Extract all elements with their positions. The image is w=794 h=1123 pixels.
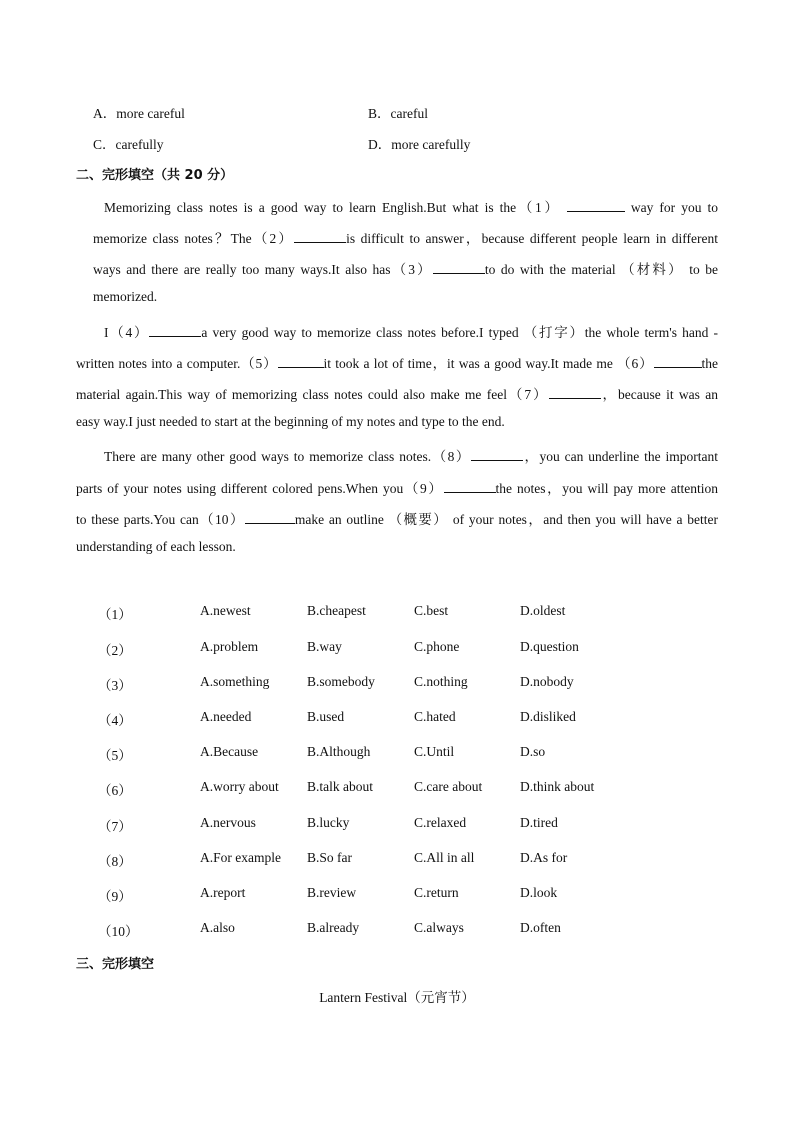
blank-3[interactable] xyxy=(433,261,485,274)
option-row xyxy=(0,920,794,940)
option-letter: A． xyxy=(93,106,117,121)
paragraph-line xyxy=(104,321,718,341)
paragraph-line xyxy=(76,508,718,528)
text-fragment: make an outline （概要） of your notes，and then you will have a better xyxy=(294,512,718,527)
option-text: more careful xyxy=(116,106,185,121)
question-number: （10） xyxy=(98,924,139,939)
option-text: carefully xyxy=(115,137,164,152)
paragraph-line xyxy=(76,383,718,403)
paragraph-line xyxy=(76,539,236,555)
option-c xyxy=(93,133,163,153)
choice-d[interactable]: D.so xyxy=(520,744,546,759)
choice-b[interactable]: B.already xyxy=(307,920,360,935)
option-letter: C． xyxy=(93,137,116,152)
choice-b[interactable]: B.way xyxy=(307,639,342,654)
blank-8[interactable] xyxy=(471,448,523,461)
text-fragment: to these parts.You can（10） xyxy=(76,512,245,527)
text-fragment: ways and there are really too many ways.It also has（3） xyxy=(93,262,433,277)
blank-9[interactable] xyxy=(444,480,496,493)
choice-b[interactable]: B.lucky xyxy=(307,815,350,830)
choice-a[interactable]: A.nervous xyxy=(200,815,256,830)
text-fragment: understanding of each lesson. xyxy=(76,539,236,554)
paragraph-line xyxy=(76,414,505,430)
text-fragment: way for you to xyxy=(630,200,719,215)
choice-b[interactable]: B.review xyxy=(307,885,357,900)
choice-b[interactable]: B.cheapest xyxy=(307,603,366,618)
choice-c[interactable]: C.All in all xyxy=(414,850,475,865)
choice-c[interactable]: C.Until xyxy=(414,744,455,759)
option-row xyxy=(0,779,794,799)
choice-a[interactable]: A.Because xyxy=(200,744,259,759)
blank-2[interactable] xyxy=(294,230,346,243)
option-letter: D． xyxy=(368,137,392,152)
option-row xyxy=(0,639,794,659)
choice-b[interactable]: B.used xyxy=(307,709,345,724)
text-fragment: ，you can underline the important xyxy=(522,449,718,464)
paragraph-line xyxy=(104,196,718,216)
choice-a[interactable]: A.worry about xyxy=(200,779,279,794)
text-fragment: a very good way to memorize class notes before.I typed （打字）the whole term's hand - xyxy=(201,325,718,340)
question-number: （1） xyxy=(98,607,132,622)
option-letter: B． xyxy=(368,106,391,121)
option-a xyxy=(93,102,185,122)
choice-c[interactable]: C.nothing xyxy=(414,674,468,689)
blank-10[interactable] xyxy=(245,511,295,524)
text-fragment: ，because it was an xyxy=(600,387,718,402)
choice-d[interactable]: D.tired xyxy=(520,815,558,830)
choice-b[interactable]: B.somebody xyxy=(307,674,375,689)
text-fragment: is difficult to answer，because different people learn in different xyxy=(346,231,719,246)
blank-6[interactable] xyxy=(654,355,702,368)
choice-d[interactable]: D.think about xyxy=(520,779,595,794)
choice-d[interactable]: D.question xyxy=(520,639,579,654)
option-row xyxy=(0,850,794,870)
option-row xyxy=(0,603,794,623)
choice-b[interactable]: B.Although xyxy=(307,744,371,759)
question-number: （9） xyxy=(98,889,132,904)
choice-c[interactable]: C.hated xyxy=(414,709,456,724)
text-fragment: it took a lot of time，it was a good way.It made me （6） xyxy=(323,356,654,371)
paragraph-line xyxy=(76,477,718,497)
choice-a[interactable]: A.something xyxy=(200,674,270,689)
choice-a[interactable]: A.report xyxy=(200,885,246,900)
text-fragment: material again.This way of memorizing class notes could also make me feel（7） xyxy=(76,387,549,402)
choice-a[interactable]: A.needed xyxy=(200,709,252,724)
section-heading: 三、完形填空 xyxy=(76,957,155,972)
text-fragment: There are many other good ways to memorize class notes.（8） xyxy=(104,449,471,464)
choice-c[interactable]: C.best xyxy=(414,603,449,618)
choice-d[interactable]: D.disliked xyxy=(520,709,576,724)
choice-d[interactable]: D.As for xyxy=(520,850,568,865)
choice-a[interactable]: A.For example xyxy=(200,850,281,865)
blank-4[interactable] xyxy=(149,324,201,337)
text-fragment: written notes into a computer.（5） xyxy=(76,356,278,371)
choice-b[interactable]: B.So far xyxy=(307,850,352,865)
question-number: （3） xyxy=(98,678,132,693)
question-number: （8） xyxy=(98,854,132,869)
choice-a[interactable]: A.problem xyxy=(200,639,259,654)
choice-c[interactable]: C.always xyxy=(414,920,464,935)
choice-c[interactable]: C.relaxed xyxy=(414,815,467,830)
choice-b[interactable]: B.talk about xyxy=(307,779,373,794)
choice-d[interactable]: D.often xyxy=(520,920,561,935)
choice-a[interactable]: A.also xyxy=(200,920,235,935)
text-fragment: easy way.I just needed to start at the beginning of my notes and type to the end. xyxy=(76,414,505,429)
text-fragment: the notes，you will pay more attention xyxy=(495,481,718,496)
question-number: （4） xyxy=(98,713,132,728)
blank-1[interactable] xyxy=(567,199,625,212)
option-b xyxy=(368,102,428,122)
text-fragment: I（4） xyxy=(104,325,150,340)
option-d xyxy=(368,133,470,153)
choice-c[interactable]: C.care about xyxy=(414,779,483,794)
blank-5[interactable] xyxy=(278,355,324,368)
text-fragment: Memorizing class notes is a good way to learn English.But what is the（1） xyxy=(104,200,561,215)
paragraph-line xyxy=(93,258,718,278)
paragraph-line xyxy=(93,289,157,305)
paragraph-line xyxy=(93,227,718,247)
text-fragment: parts of your notes using different colored pens.When you（9） xyxy=(76,481,444,496)
option-row xyxy=(0,744,794,764)
option-text: more carefully xyxy=(391,137,471,152)
option-row xyxy=(0,815,794,835)
choice-d[interactable]: D.oldest xyxy=(520,603,566,618)
blank-7[interactable] xyxy=(549,386,601,399)
option-text: careful xyxy=(390,106,428,121)
paragraph-line xyxy=(104,445,718,465)
paragraph-line xyxy=(76,352,718,372)
text-fragment: the xyxy=(701,356,719,371)
choice-c[interactable]: C.phone xyxy=(414,639,460,654)
text-fragment: memorize class notes？The（2） xyxy=(93,231,295,246)
section-heading: 二、完形填空（共 20 分） xyxy=(76,168,234,183)
option-row xyxy=(0,885,794,905)
choice-a[interactable]: A.newest xyxy=(200,603,251,618)
passage-title: Lantern Festival（元宵节） xyxy=(319,990,475,1005)
question-number: （6） xyxy=(98,783,132,798)
text-fragment: to do with the material （材料） to be xyxy=(484,262,719,277)
choice-c[interactable]: C.return xyxy=(414,885,459,900)
choice-d[interactable]: D.look xyxy=(520,885,558,900)
question-number: （5） xyxy=(98,748,132,763)
question-number: （7） xyxy=(98,819,132,834)
option-row xyxy=(0,709,794,729)
question-number: （2） xyxy=(98,643,132,658)
choice-d[interactable]: D.nobody xyxy=(520,674,574,689)
text-fragment: memorized. xyxy=(93,289,158,304)
option-row xyxy=(0,674,794,694)
